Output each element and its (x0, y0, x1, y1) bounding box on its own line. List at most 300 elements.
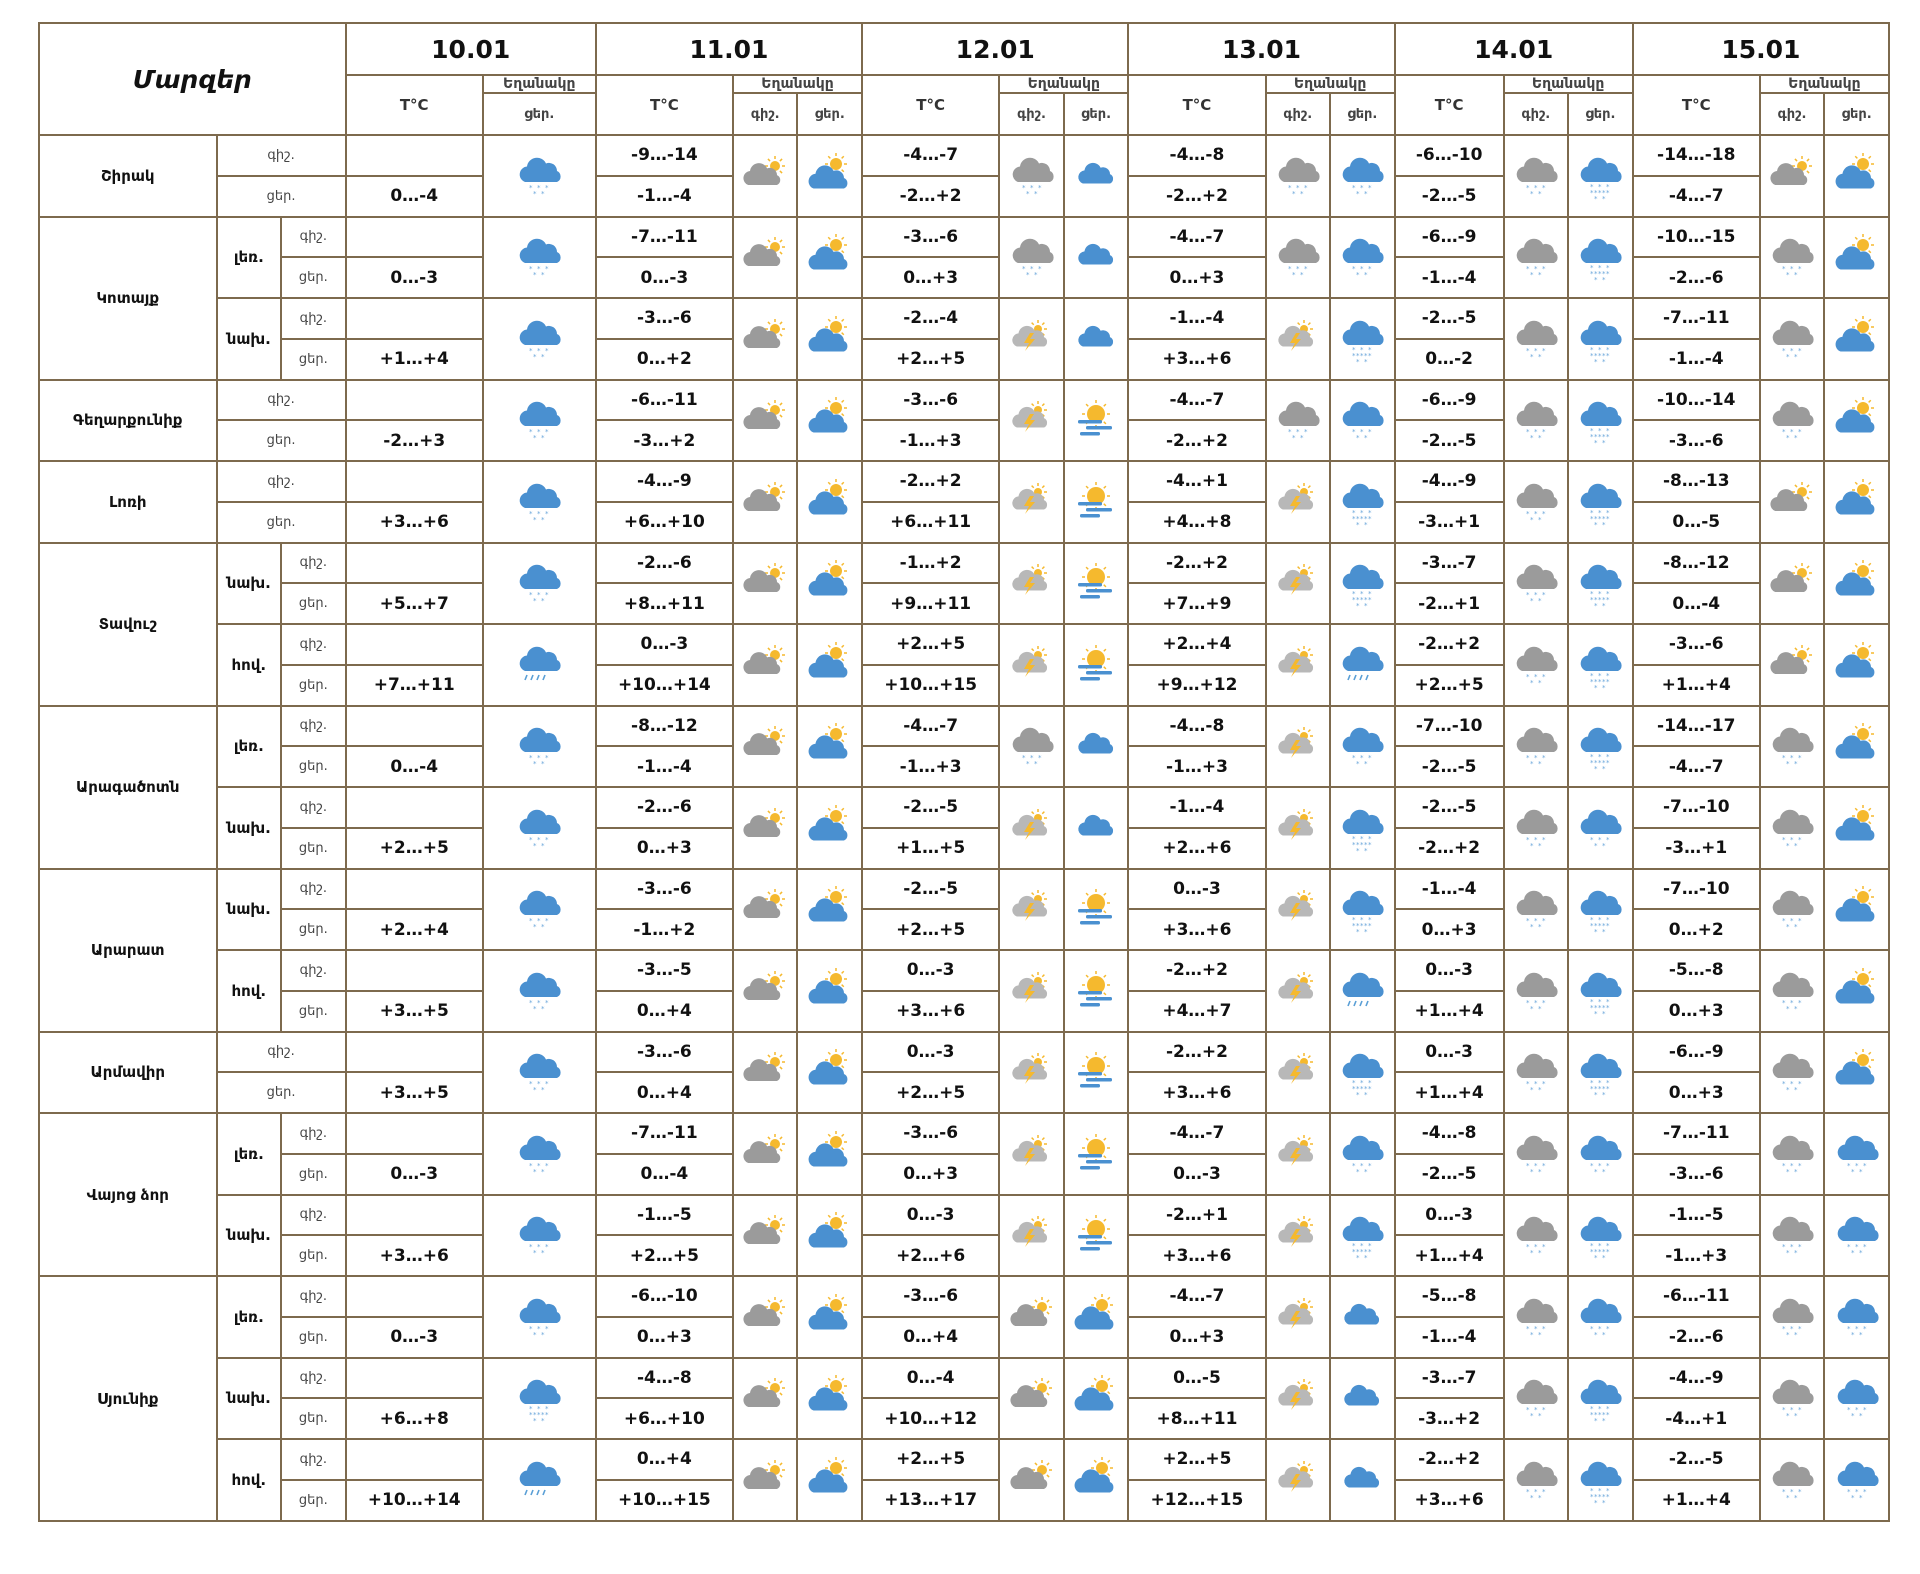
svg-text:*: * (545, 1411, 549, 1420)
night-temperature: -1…-4 (1128, 298, 1265, 339)
svg-text:*: * (529, 1411, 533, 1420)
svg-text:*: * (541, 760, 545, 769)
gray-cloud-snow-icon (1512, 1130, 1560, 1174)
night-label: գիշ. (281, 543, 346, 584)
day-temperature: +10…+15 (596, 1480, 733, 1521)
date-header: 14.01 (1395, 23, 1633, 75)
day-temperature: +3…+5 (346, 1072, 483, 1113)
gray-cloud-snow-icon (1768, 233, 1816, 280)
night-header: գիշ. (1266, 93, 1331, 135)
night-header: գիշ. (733, 93, 798, 135)
svg-text:*: * (1862, 1161, 1867, 1170)
svg-text:*: * (1360, 596, 1364, 605)
svg-text:*: * (1529, 434, 1534, 443)
gray-cloud-sun-icon (1008, 1293, 1056, 1337)
blue-cloud-snow-icon (515, 722, 563, 769)
night-temperature: -3…-6 (862, 1113, 999, 1154)
table-row (39, 1195, 1889, 1236)
night-temperature: 0…-3 (1395, 950, 1504, 991)
svg-text:*: * (1537, 1412, 1542, 1421)
weather-icon-cell (1760, 624, 1825, 706)
svg-text:*: * (1356, 922, 1360, 931)
weather-icon-cell (1266, 1195, 1331, 1277)
day-temperature: -1…+3 (1633, 1235, 1760, 1276)
svg-text:*: * (1794, 352, 1798, 361)
weather-header: Եղանակը (1266, 75, 1395, 93)
svg-text:*: * (1790, 428, 1794, 437)
blue-cloud-sun-icon (806, 1048, 854, 1092)
svg-text:*: * (1798, 1488, 1802, 1496)
svg-text:*: * (529, 265, 533, 274)
day-header: ցեր. (1064, 93, 1129, 135)
day-temperature: -1…+2 (596, 909, 733, 950)
svg-text:*: * (1541, 1243, 1546, 1252)
svg-text:*: * (1360, 508, 1364, 517)
weather-icon-cell (1064, 1113, 1129, 1195)
svg-text:*: * (1606, 1003, 1610, 1012)
weather-icon-cell (1504, 950, 1569, 1032)
svg-text:*: * (1594, 841, 1598, 850)
svg-text:*: * (1364, 520, 1368, 529)
night-temperature (346, 787, 483, 828)
day-temperature: +2…+4 (346, 909, 483, 950)
day-temperature: 0…+2 (596, 339, 733, 380)
svg-text:*: * (1529, 515, 1534, 524)
svg-text:*: * (1594, 520, 1598, 529)
table-row (39, 706, 1889, 747)
night-temperature (346, 135, 483, 176)
svg-text:*: * (1786, 271, 1790, 280)
weather-icon-cell (1504, 135, 1569, 217)
day-label: ցեր. (281, 991, 346, 1032)
svg-text:*: * (1533, 1406, 1538, 1415)
svg-text:*: * (1602, 683, 1606, 692)
svg-text:*: * (1602, 1411, 1606, 1420)
svg-text:*: * (1606, 264, 1610, 273)
svg-text:*: * (1352, 590, 1356, 599)
svg-text:*: * (1352, 1085, 1356, 1094)
day-temperature: +1…+4 (1633, 1480, 1760, 1521)
svg-text:*: * (1862, 1243, 1867, 1252)
svg-text:*: * (1356, 271, 1360, 280)
weather-icon-cell (1064, 461, 1129, 543)
gray-cloud-snow-icon (1768, 804, 1816, 848)
svg-text:*: * (1606, 1242, 1610, 1251)
night-temperature: -4…-7 (862, 135, 999, 176)
svg-text:*: * (1299, 434, 1304, 443)
weather-icon-cell (1064, 1032, 1129, 1114)
gray-cloud-sun-icon (741, 233, 789, 277)
weather-icon-cell (1824, 624, 1889, 706)
svg-text:*: * (1537, 1167, 1542, 1176)
day-temperature: +1…+4 (1395, 1072, 1504, 1113)
weather-icon-cell (1330, 787, 1395, 869)
svg-text:*: * (1029, 183, 1033, 192)
svg-text:*: * (1790, 917, 1794, 926)
svg-text:*: * (1862, 1406, 1867, 1415)
gray-cloud-snow-icon (1768, 1293, 1816, 1337)
svg-text:*: * (1606, 188, 1610, 197)
svg-text:*: * (1790, 265, 1794, 274)
weather-icon-cell (797, 543, 862, 625)
gray-lightning-icon (1008, 1048, 1056, 1092)
svg-text:*: * (1352, 428, 1356, 437)
night-temperature: 0…-3 (862, 1195, 999, 1236)
day-label: ցեր. (281, 828, 346, 869)
svg-text:*: * (1352, 596, 1356, 605)
weather-icon-cell (483, 787, 596, 869)
weather-icon-cell (1568, 298, 1633, 380)
gray-lightning-icon (1008, 641, 1056, 685)
weather-icon-cell (1330, 1439, 1395, 1521)
svg-text:*: * (541, 352, 545, 361)
svg-text:*: * (1858, 1412, 1863, 1421)
svg-text:*: * (545, 1324, 549, 1333)
weather-icon-cell (797, 1195, 862, 1277)
svg-text:*: * (1594, 596, 1598, 605)
svg-text:*: * (1606, 433, 1610, 442)
gray-cloud-sun-icon (741, 559, 789, 603)
svg-text:*: * (1790, 754, 1794, 763)
blue-cloud-sun-icon (806, 478, 854, 522)
date-header: 11.01 (596, 23, 862, 75)
svg-text:*: * (1598, 1405, 1602, 1414)
weather-icon-cell (1824, 298, 1889, 380)
svg-text:*: * (1606, 270, 1610, 279)
svg-text:*: * (1786, 760, 1790, 769)
svg-text:*: * (1606, 1405, 1610, 1414)
svg-text:*: * (1533, 1243, 1538, 1252)
svg-text:*: * (1352, 840, 1356, 849)
weather-icon-cell (733, 298, 798, 380)
svg-text:*: * (1360, 1085, 1364, 1094)
weather-icon-cell (1504, 1276, 1569, 1358)
svg-text:*: * (1594, 1417, 1598, 1426)
svg-text:*: * (1364, 1091, 1368, 1100)
svg-text:*: * (1794, 434, 1798, 443)
svg-text:*: * (1602, 439, 1606, 448)
blue-cloud-heavy-snow-icon (1576, 1374, 1624, 1426)
blue-cloud-sun-icon (806, 1293, 854, 1337)
night-temperature: -8…-12 (1633, 543, 1760, 584)
svg-text:*: * (1590, 1324, 1594, 1333)
night-temperature: 0…-3 (862, 950, 999, 991)
svg-text:*: * (529, 183, 533, 192)
svg-text:*: * (1598, 835, 1602, 844)
weather-icon-cell (1330, 461, 1395, 543)
weather-icon-cell (1760, 217, 1825, 299)
svg-text:*: * (1352, 1248, 1356, 1257)
svg-text:*: * (1782, 1080, 1786, 1089)
night-temperature: -2…+2 (1395, 624, 1504, 665)
weather-icon-cell (733, 380, 798, 462)
svg-text:*: * (545, 591, 549, 600)
night-header: գիշ. (999, 93, 1064, 135)
svg-text:*: * (1356, 846, 1360, 855)
svg-text:*: * (1790, 1406, 1794, 1415)
svg-text:*: * (1798, 835, 1802, 844)
svg-text:*: * (1368, 596, 1372, 605)
svg-text:*: * (1368, 754, 1372, 763)
night-temperature: -3…-6 (596, 298, 733, 339)
svg-text:*: * (1606, 590, 1610, 599)
day-temperature: +13…+17 (862, 1480, 999, 1521)
svg-text:*: * (1364, 596, 1368, 605)
night-temperature: -3…-6 (596, 869, 733, 910)
svg-text:*: * (529, 428, 533, 437)
day-label: ցեր. (217, 502, 346, 543)
night-temperature: 0…-3 (596, 624, 733, 665)
weather-icon-cell (1568, 543, 1633, 625)
weather-icon-cell (1266, 217, 1331, 299)
blue-cloud-snow-icon (515, 804, 563, 848)
svg-text:*: * (545, 835, 549, 844)
day-temperature: +2…+6 (862, 1235, 999, 1276)
svg-text:*: * (1850, 1249, 1855, 1258)
svg-text:*: * (1602, 1248, 1606, 1257)
day-header: ցեր. (797, 93, 862, 135)
svg-text:*: * (1537, 271, 1542, 280)
weather-icon-cell (1504, 706, 1569, 788)
temperature-header: T°C (1633, 75, 1760, 135)
svg-text:*: * (1786, 923, 1790, 932)
gray-lightning-icon (1008, 1130, 1056, 1174)
table-row (39, 1032, 1889, 1073)
svg-text:*: * (1590, 1493, 1594, 1501)
svg-text:*: * (1594, 602, 1598, 611)
svg-text:*: * (1786, 1494, 1790, 1502)
svg-text:*: * (1541, 672, 1546, 681)
sun-fog-icon (1072, 885, 1120, 929)
weather-icon-cell (483, 1032, 596, 1114)
night-temperature (346, 461, 483, 502)
svg-text:*: * (533, 1004, 537, 1013)
night-temperature: -7…-11 (596, 217, 733, 258)
day-temperature: -1…+3 (862, 746, 999, 787)
svg-text:*: * (1602, 1091, 1606, 1100)
svg-text:*: * (1360, 351, 1364, 360)
day-temperature: +7…+11 (346, 665, 483, 706)
weather-icon-cell (1824, 1113, 1889, 1195)
svg-text:*: * (1590, 514, 1594, 523)
night-temperature: -3…-7 (1395, 543, 1504, 584)
night-temperature: -2…+2 (1395, 1439, 1504, 1480)
table-row (39, 1439, 1889, 1480)
svg-text:*: * (1590, 264, 1594, 273)
gray-cloud-sun-icon (741, 1211, 789, 1255)
weather-icon-cell (1266, 135, 1331, 217)
gray-lightning-icon (1274, 722, 1322, 766)
gray-cloud-snow-icon (1512, 1048, 1560, 1095)
weather-icon-cell (1330, 380, 1395, 462)
svg-text:*: * (1590, 753, 1594, 762)
svg-text:*: * (1291, 271, 1296, 280)
weather-icon-cell (797, 298, 862, 380)
svg-text:*: * (1356, 1248, 1360, 1257)
svg-text:*: * (545, 428, 549, 437)
svg-text:*: * (1782, 754, 1786, 763)
weather-icon-cell (1504, 543, 1569, 625)
svg-text:*: * (1598, 264, 1602, 273)
svg-text:*: * (1598, 1324, 1602, 1333)
svg-text:*: * (1529, 1086, 1534, 1095)
day-temperature: +10…+15 (862, 665, 999, 706)
svg-text:*: * (1541, 1324, 1546, 1333)
night-label: գիշ. (281, 1195, 346, 1236)
weather-icon-cell (1568, 950, 1633, 1032)
svg-text:*: * (1602, 841, 1606, 850)
svg-text:*: * (1525, 591, 1530, 600)
gray-lightning-icon (1274, 1293, 1322, 1337)
svg-text:*: * (529, 1161, 533, 1170)
svg-text:*: * (1364, 760, 1368, 769)
day-temperature: -1…+3 (1128, 746, 1265, 787)
svg-text:*: * (1590, 596, 1594, 605)
svg-text:*: * (1594, 514, 1598, 523)
weather-icon-cell (1504, 1439, 1569, 1521)
night-temperature: -4…-9 (1633, 1358, 1760, 1399)
svg-text:*: * (1598, 997, 1602, 1006)
svg-text:*: * (1598, 270, 1602, 279)
table-row (39, 950, 1889, 991)
gray-cloud-sun-icon (741, 641, 789, 685)
day-temperature: -2…+2 (1395, 828, 1504, 869)
weather-icon-cell (1760, 1032, 1825, 1114)
day-label: ցեր. (281, 665, 346, 706)
blue-cloud-rain-icon (1338, 967, 1386, 1011)
table-row (39, 461, 1889, 502)
weather-icon-cell (797, 461, 862, 543)
weather-icon-cell (1568, 624, 1633, 706)
night-temperature: -6…-10 (1395, 135, 1504, 176)
region-name: Արարատ (39, 869, 217, 1032)
weather-icon-cell (1330, 543, 1395, 625)
svg-text:*: * (1541, 346, 1546, 355)
svg-text:*: * (1794, 923, 1798, 932)
svg-text:*: * (1529, 189, 1534, 198)
svg-text:*: * (1606, 427, 1610, 436)
svg-text:*: * (1594, 1167, 1598, 1176)
svg-text:*: * (1846, 1406, 1851, 1415)
weather-icon-cell (483, 380, 596, 462)
blue-cloud-snow-icon (1833, 1456, 1881, 1500)
night-temperature (346, 1439, 483, 1480)
gray-cloud-snow-icon (1512, 885, 1560, 932)
gray-cloud-sun-icon (741, 1130, 789, 1174)
svg-text:*: * (1846, 1243, 1851, 1252)
night-temperature: -3…-6 (1633, 624, 1760, 665)
day-temperature: -4…-7 (1633, 746, 1760, 787)
svg-text:*: * (533, 1330, 537, 1339)
svg-text:*: * (545, 1405, 549, 1414)
weather-icon-cell (1504, 1113, 1569, 1195)
day-temperature: 0…+3 (1395, 909, 1504, 950)
blue-cloud-sun-icon (806, 152, 854, 196)
svg-text:*: * (1606, 1487, 1610, 1495)
weather-icon-cell (1824, 217, 1889, 299)
svg-text:*: * (1025, 189, 1029, 198)
svg-text:*: * (1529, 1330, 1534, 1339)
weather-icon-cell (999, 1113, 1064, 1195)
svg-text:*: * (1598, 433, 1602, 442)
svg-text:*: * (1798, 998, 1802, 1007)
region-name: Արագածոտն (39, 706, 217, 869)
blue-cloud-heavy-snow-icon (515, 1374, 563, 1426)
svg-text:*: * (1590, 922, 1594, 931)
weather-icon-cell (797, 869, 862, 951)
gray-cloud-snow-icon (1274, 396, 1322, 443)
night-temperature: -8…-13 (1633, 461, 1760, 502)
day-label: ցեր. (217, 1072, 346, 1113)
svg-text:*: * (1287, 183, 1292, 192)
svg-text:*: * (1364, 1167, 1368, 1176)
svg-text:*: * (1537, 760, 1542, 769)
svg-text:*: * (1786, 1004, 1790, 1013)
weather-icon-cell (1568, 380, 1633, 462)
weather-icon-cell (1330, 217, 1395, 299)
svg-text:*: * (1798, 917, 1802, 926)
night-temperature: -14…-18 (1633, 135, 1760, 176)
region-name: Տավուշ (39, 543, 217, 706)
gray-cloud-snow-icon (1512, 559, 1560, 606)
svg-text:*: * (1291, 189, 1296, 198)
svg-text:*: * (1360, 840, 1364, 849)
day-temperature: +1…+4 (346, 339, 483, 380)
svg-text:*: * (1594, 1009, 1598, 1018)
svg-text:*: * (1529, 1494, 1534, 1502)
weather-icon-cell (1266, 1276, 1331, 1358)
night-temperature: -7…-10 (1633, 787, 1760, 828)
svg-text:*: * (1858, 1330, 1863, 1339)
blue-cloud-heavy-snow-icon (1576, 559, 1624, 611)
svg-text:*: * (529, 509, 533, 518)
svg-text:*: * (1364, 840, 1368, 849)
svg-text:*: * (1594, 1003, 1598, 1012)
svg-text:*: * (545, 509, 549, 518)
night-temperature: -5…-8 (1395, 1276, 1504, 1317)
day-temperature: 0…-4 (1633, 583, 1760, 624)
svg-text:*: * (1025, 271, 1029, 280)
gray-lightning-icon (1274, 1456, 1322, 1500)
svg-text:*: * (1606, 916, 1610, 925)
sun-fog-icon (1072, 1211, 1120, 1255)
svg-text:*: * (1533, 1324, 1538, 1333)
night-temperature: -2…+1 (1128, 1195, 1265, 1236)
svg-text:*: * (1533, 509, 1538, 518)
svg-text:*: * (1590, 182, 1594, 191)
table-row (39, 1276, 1889, 1317)
date-header: 15.01 (1633, 23, 1889, 75)
blue-cloud-sun-icon (1833, 1048, 1881, 1092)
night-temperature: -6…-10 (596, 1276, 733, 1317)
svg-text:*: * (1356, 434, 1360, 443)
svg-text:*: * (1790, 1243, 1794, 1252)
gray-cloud-sun-icon (741, 1456, 789, 1500)
svg-text:*: * (1594, 765, 1598, 774)
weather-icon-cell (483, 1113, 596, 1195)
weather-icon-cell (1824, 869, 1889, 951)
svg-text:*: * (545, 183, 549, 192)
weather-icon-cell (1568, 1113, 1633, 1195)
table-row (39, 380, 1889, 421)
weather-icon-cell (1568, 706, 1633, 788)
night-temperature (346, 624, 483, 665)
gray-cloud-snow-icon (1512, 1211, 1560, 1258)
svg-text:*: * (1598, 759, 1602, 768)
blue-cloud-snow-icon (1576, 804, 1624, 848)
night-temperature: -7…-11 (1633, 298, 1760, 339)
weather-icon-cell (733, 461, 798, 543)
